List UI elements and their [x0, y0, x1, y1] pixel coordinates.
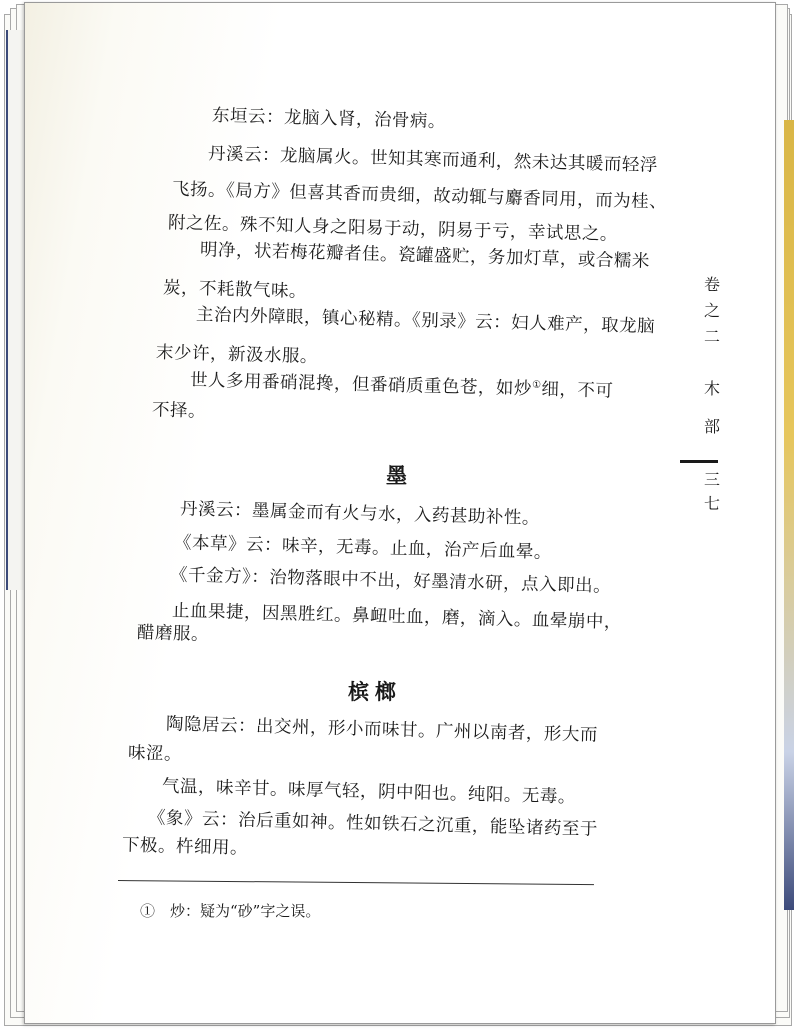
running-head-char: 部	[703, 417, 720, 436]
running-head-char: 木	[703, 379, 720, 398]
footnote: ① 炒：疑为“砂”字之误。	[140, 902, 321, 920]
text-line: 醋磨服。	[136, 623, 210, 645]
text-line: 明净，状若梅花瓣者佳。瓷罐盛贮，务加灯草，或合糯米	[199, 240, 651, 272]
text-line: 气温，味辛甘。味厚气轻，阴中阳也。纯阳。无毒。	[161, 776, 577, 808]
text-line: 《本草》云：味辛，无毒。止血，治产后血晕。	[173, 533, 553, 563]
running-head-spacer	[700, 402, 724, 414]
footnote-rule	[118, 880, 594, 885]
text-line: 不择。	[151, 400, 207, 422]
text-line: 陶隐居云：出交州，形小而味甘。广州以南者，形大而	[165, 714, 599, 746]
page-number	[700, 468, 724, 516]
text-line: 丹溪云：墨属金而有火与水，入药甚助补性。	[179, 499, 541, 529]
running-head	[700, 272, 724, 440]
page-number-char: 七	[703, 494, 720, 513]
text-run: 细，不可	[541, 379, 614, 402]
text-line: 末少许，新汲水服。	[155, 342, 319, 368]
text-run: 世人多用番硝混搀，但番硝质重色苍，如炒	[189, 370, 533, 400]
running-head-rule	[680, 460, 718, 463]
text-line: 东垣云：龙脑入肾，治骨病。	[211, 105, 447, 133]
entry-title: 墨	[386, 463, 413, 488]
text-line: 味涩。	[127, 743, 183, 765]
text-line: 《象》云：治后重如神。性如铁石之沉重，能坠诸药至于	[147, 808, 599, 840]
running-head-char: 卷	[703, 275, 720, 294]
running-head-spacer	[700, 350, 724, 376]
running-head-char: 二	[703, 327, 720, 346]
text-line: 炭，不耗散气味。	[162, 278, 308, 302]
text-line	[190, 366, 614, 402]
text-line: 附之佐。殊不知人身之阳易于动，阴易于亏，幸试思之。	[167, 213, 619, 245]
entry-title: 槟榔	[348, 679, 402, 704]
text-line: 下极。杵细用。	[121, 835, 249, 859]
footnote-marker: ①	[531, 379, 542, 391]
page-number-char: 三	[703, 470, 720, 489]
running-head-char: 之	[703, 301, 720, 320]
text-line: 主治内外障眼，镇心秘精。《别录》云：妇人难产，取龙脑	[195, 304, 656, 338]
text-line: 止血果捷，因黑胜红。鼻衄吐血，磨，滴入。血晕崩中，	[171, 601, 623, 633]
text-line: 飞扬。《局方》但喜其香而贵细，故动辄与麝香同用，而为桂、	[171, 179, 668, 213]
text-line: 《千金方》：治物落眼中不出，好墨清水研，点入即出。	[169, 565, 612, 597]
text-line: 丹溪云：龙脑属火。世知其寒而通利，然未达其暖而轻浮	[207, 144, 659, 176]
